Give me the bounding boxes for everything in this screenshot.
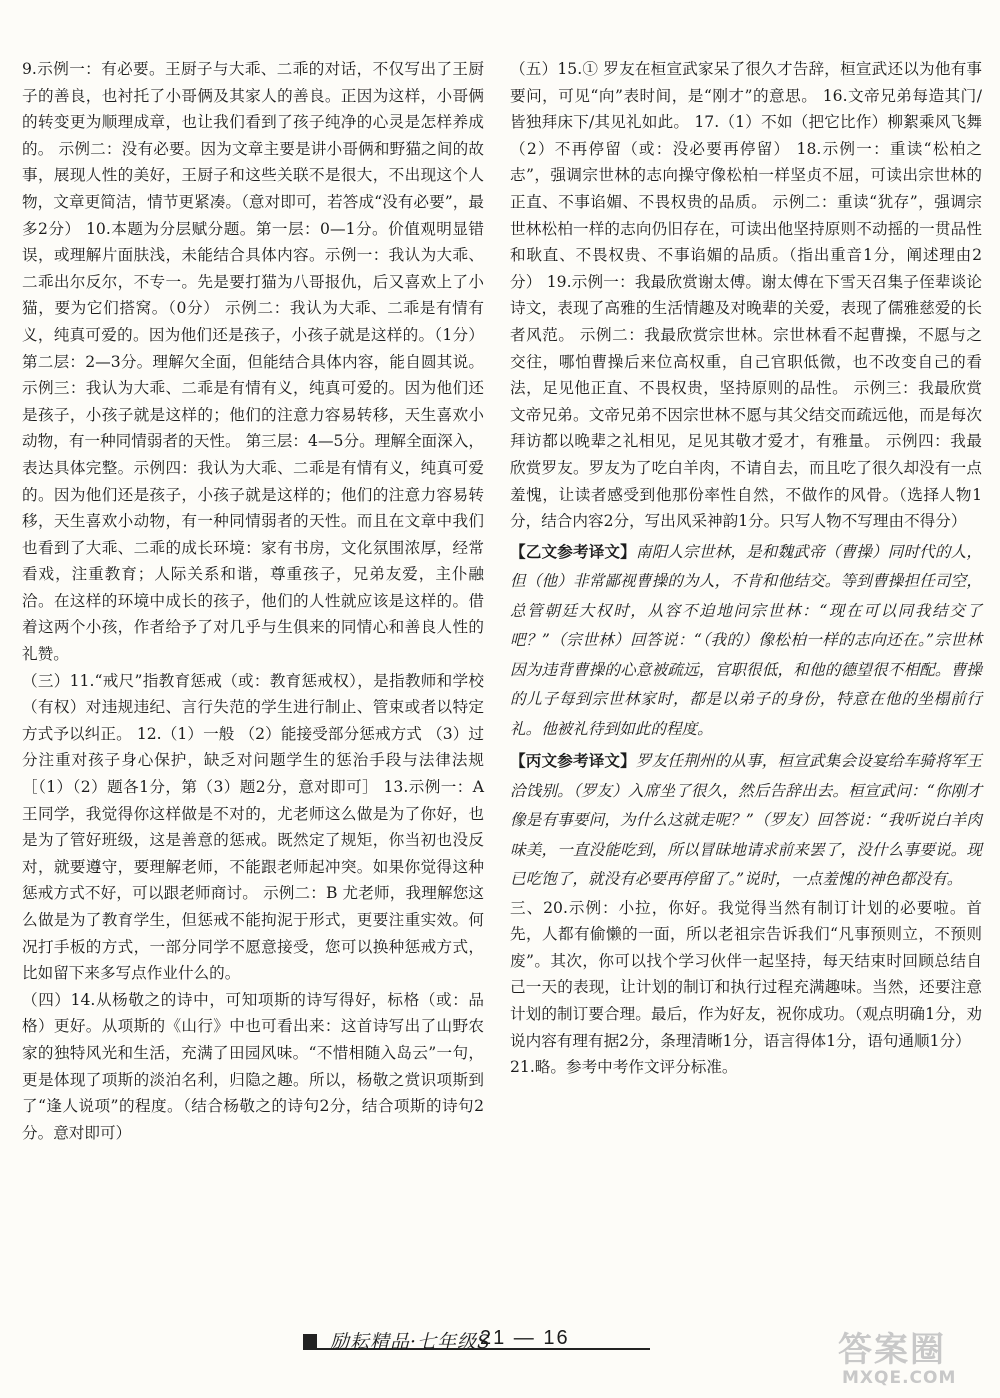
answer-21: 21.略。参考中考作文评分标准。 bbox=[510, 1058, 738, 1077]
answer-section-4: （四）14.从杨敬之的诗中，可知项斯的诗写得好，标格（或：品格）更好。从项斯的《山行》中也可看出来：这首诗写出了山野农家的独特风光和生活，充满了田园风味。“不惜相随入岛云”一句，更是体现了项斯的淡泊名利，归隐之趣。所以，杨敬之赏识项斯到了“逢人说项”的程度。（结合杨敬之的诗句2分，结合项斯的诗句2分。意对即可） bbox=[22, 990, 484, 1142]
answer-section-three-20: 三、20.示例：小拉，你好。我觉得当然有制订计划的必要啦。首先，人都有偷懒的一面，所以老祖宗告诉我们“凡事预则立，不预则废”。其次，你可以找个学习伙伴一起坚持，每天结束时回顾总结自己一天的表现，让计划的制订和执行过程充满趣味。当然，还要注意计划的制订要合理。最后，作为好友，祝你成功。（观点明确1分，劝说内容有理有据2分，条理清晰1分，语言得体1分，语句通顺1分） bbox=[510, 898, 982, 1050]
translation-bing bbox=[510, 746, 982, 895]
answer-section-3: （三）11.“戒尺”指教育惩戒（或：教育惩戒权），是指教师和学校（有权）对违规违纪、言行失范的学生进行制止、管束或者以特定方式予以纠正。 12.（1）一般 （2）能接受部分惩戒方式 （3）过分注重对孩子身心保护，缺乏对问题学生的惩治手段与法律法规［（1）（2）题各1分，第（3）题2分，意对即可］ 13.示例一：A 王同学，我觉得你这样做是不对的，尤老师这么做是为了你好，也是为了管好班级，这是善意的惩戒。既然定了规矩，你当初也没反对，就要遵守，要理解老师，不能跟老师起冲突。如果你觉得这种惩戒方式不好，可以跟老师商讨。 示例二：B 尤老师，我理解您这么做是为了教育学生，但惩戒不能拘泥于形式，更要注重实效。何况打手板的方式，一部分同学不愿意接受，您可以换种惩戒方式，比如留下来多写点作业什么的。 bbox=[22, 671, 484, 983]
answer-9-10: 9.示例一：有必要。王厨子与大乖、二乖的对话，不仅写出了王厨子的善良，也衬托了小哥俩及其家人的善良。正因为这样，小哥俩的转变更为顺理成章，也让我们看到了孩子纯净的心灵是怎样养成的。 示例二：没有必要。因为文章主要是讲小哥俩和野猫之间的故事，展现人性的美好，王厨子和这些关联不是很大，不出现这个人物，文章更简洁，情节更紧凑。（意对即可，若答成“没有必要”，最多2分） 10.本题为分层赋分题。第一层：0—1分。价值观明显错误，或理解片面肤浅，未能结合具体内容。示例一：我认为大乖、二乖出尔反尔，不专一。先是要打猫为八哥报仇，后又喜欢上了小猫，要为它们搭窝。（0分） 示例二：我认为大乖、二乖是有情有义，纯真可爱的。因为他们还是孩子，小孩子就是这样的。（1分） 第二层：2—3分。理解欠全面，但能结合具体内容，能自圆其说。示例三：我认为大乖、二乖是有情有义，纯真可爱的。因为他们还是孩子，小孩子就是这样的；他们的注意力容易转移，天生喜欢小动物，有一种同情弱者的天性。 第三层：4—5分。理解全面深入，表达具体完整。示例四：我认为大乖、二乖是有情有义，纯真可爱的。因为他们还是孩子，小孩子就是这样的；他们的注意力容易转移，天生喜欢小动物，有一种同情弱者的天性。而且在文章中我们也看到了大乖、二乖的成长环境：家有书房，文化氛围浓厚，经常看戏，注重教育；人际关系和谐，尊重孩子，兄弟友爱，主仆融洽。在这样的环境中成长的孩子，他们的人性就应该是这样的。借着这两个小孩，作者给予了对几乎与生俱来的同情心和善良人性的礼赞。 bbox=[22, 60, 484, 664]
watermark-logo bbox=[838, 1322, 996, 1394]
watermark-text-top: 答案圈 bbox=[838, 1330, 946, 1370]
right-column bbox=[510, 56, 982, 1081]
footer-book-title: 励耘精品·七年级S bbox=[330, 1331, 492, 1353]
translation-yi-label: 【乙文参考译文】 bbox=[510, 541, 636, 561]
answer-section-5: （五）15.① 罗友在桓宣武家呆了很久才告辞，桓宣武还以为他有事要问，可见“向”表时间，是“刚才”的意思。 16.文帝兄弟每造其门/皆独拜床下/其见礼如此。 17.（1）不如（把它比作）柳絮乘风飞舞 （2）不再停留（或：没必要再停留） 18.示例一：重读“松柏之志”，强调宗世林的志向操守像松柏一样坚贞不屈，可读出宗世林的正直、不事谄媚、不畏权贵的品质。 示例二：重读“犹存”，强调宗世林松柏一样的志向仍旧存在，可读出他坚持原则不动摇的一贯品性和耿直、不畏权贵、不事谄媚的品质。（指出重音1分，阐述理由2分） 19.示例一：我最欣赏谢太傅。谢太傅在下雪天召集子侄辈谈论诗文，表现了高雅的生活情趣及对晚辈的关爱，表现了儒雅慈爱的长者风范。 示例二：我最欣赏宗世林。宗世林看不起曹操，不愿与之交往，哪怕曹操后来位高权重，自己官职低微，也不改变自己的看法，足见他正直、不畏权贵，坚持原则的品性。 示例三：我最欣赏文帝兄弟。文帝兄弟不因宗世林不愿与其父结交而疏远他，而是每次拜访都以晚辈之礼相见，足见其敬才爱才，有雅量。 示例四：我最欣赏罗友。罗友为了吃白羊肉，不请自去，而且吃了很久却没有一点羞愧，让读者感受到他那份率性自然，不做作的风骨。（选择人物1分，结合内容2分，写出风采神韵1分。只写人物不写理由不得分） bbox=[510, 60, 982, 531]
left-column bbox=[22, 56, 484, 1146]
translation-bing-label: 【丙文参考译文】 bbox=[510, 751, 636, 771]
translation-bing-text: 罗友任荆州的从事，桓宣武集会设宴给车骑将军王洽饯别。（罗友）入席坐了很久，然后告辞出去。桓宣武问：“你刚才像是有事要问，为什么这就走呢？”（罗友）回答说：“我听说白羊肉味美，一直没能吃到，所以冒昧地请求前来罢了，没什么事要说。现已吃饱了，就没有必要再停留了。”说时，一点羞愧的神色都没有。 bbox=[510, 752, 982, 889]
watermark-text-bottom: MXQE.COM bbox=[842, 1368, 957, 1388]
footer-page-number: 21 — 16 bbox=[480, 1327, 570, 1349]
translation-yi bbox=[510, 537, 982, 745]
translation-yi-text: 南阳人宗世林，是和魏武帝（曹操）同时代的人，但（他）非常鄙视曹操的为人，不肯和他结交。等到曹操担任司空，总管朝廷大权时，从容不迫地问宗世林：“现在可以同我结交了吧？”（宗世林）回答说：“（我的）像松柏一样的志向还在。”宗世林因为违背曹操的心意被疏远，官职很低，和他的德望很不相配。曹操的儿子每到宗世林家时，都是以弟子的身份，特意在他的坐榻前行礼。他被礼待到如此的程度。 bbox=[510, 542, 982, 738]
